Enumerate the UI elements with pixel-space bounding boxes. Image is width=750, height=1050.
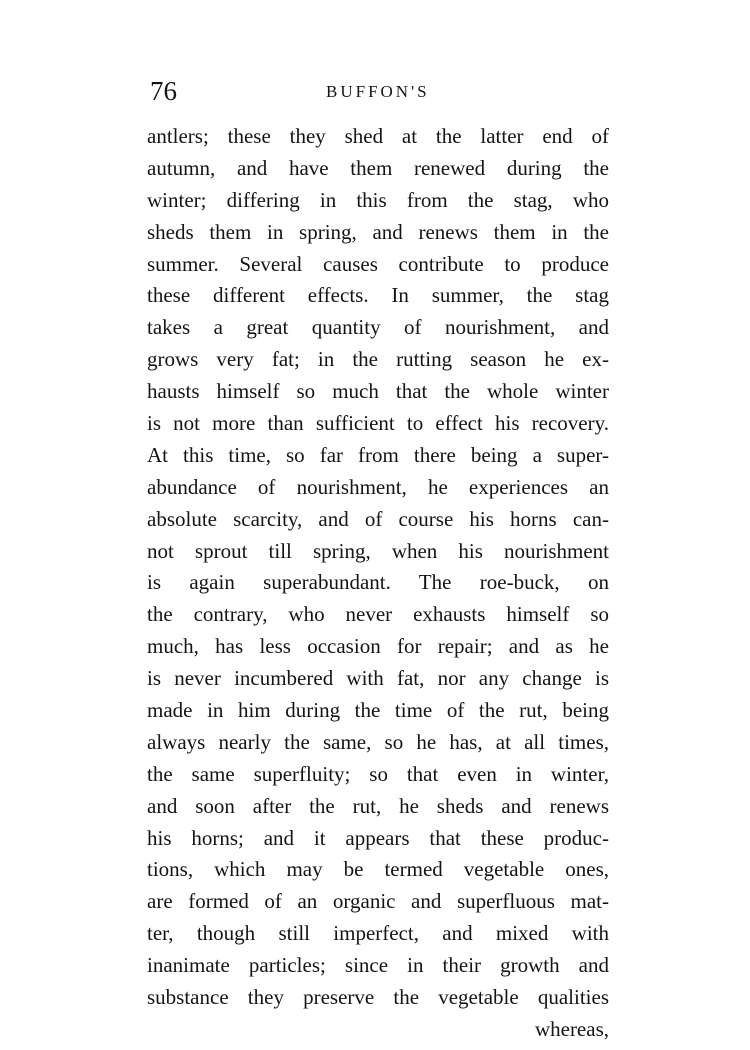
text-line: tions, which may be termed vegetable ones,	[147, 857, 609, 882]
text-line: abundance of nourishment, he experiences an	[147, 474, 609, 499]
page-number: 76	[150, 76, 177, 106]
text-line: substance they preserve the vegetable qualities	[147, 985, 609, 1010]
text-line: inanimate particles; since in their growth and	[147, 953, 609, 978]
text-line: and soon after the rut, he sheds and renews	[147, 793, 609, 818]
text-line: is not more than sufficient to effect his recovery.	[147, 411, 609, 436]
text-line: always nearly the same, so he has, at all times,	[147, 729, 609, 754]
text-line: his horns; and it appears that these produc-	[147, 825, 609, 850]
text-line: hausts himself so much that the whole winter	[147, 379, 609, 404]
text-line: absolute scarcity, and of course his horns can-	[147, 506, 609, 531]
text-line: ter, though still imperfect, and mixed with	[147, 921, 609, 946]
text-line: are formed of an organic and superfluous mat-	[147, 889, 609, 914]
text-line: sheds them in spring, and renews them in the	[147, 219, 609, 244]
text-line: grows very fat; in the rutting season he ex-	[147, 347, 609, 372]
text-line: these different effects. In summer, the stag	[147, 283, 609, 308]
text-line: takes a great quantity of nourishment, and	[147, 315, 609, 340]
text-line: autumn, and have them renewed during the	[147, 155, 609, 180]
text-line: is again superabundant. The roe-buck, on	[147, 570, 609, 595]
body-text	[147, 121, 609, 1046]
text-line: not sprout till spring, when his nourishment	[147, 538, 609, 563]
text-line: At this time, so far from there being a super-	[147, 442, 609, 467]
text-line: summer. Several causes contribute to produce	[147, 251, 609, 276]
text-line: the same superfluity; so that even in winter,	[147, 761, 609, 786]
text-line: made in him during the time of the rut, being	[147, 698, 609, 723]
text-line: is never incumbered with fat, nor any change is	[147, 666, 609, 691]
running-head: BUFFON'S	[326, 82, 430, 101]
text-line: much, has less occasion for repair; and as he	[147, 634, 609, 659]
text-line: winter; differing in this from the stag, who	[147, 187, 609, 212]
text-line: antlers; these they shed at the latter end of	[147, 124, 609, 148]
text-line: the contrary, who never exhausts himself so	[147, 602, 609, 627]
catchword: whereas,	[534, 1016, 609, 1041]
page-header	[150, 74, 610, 108]
